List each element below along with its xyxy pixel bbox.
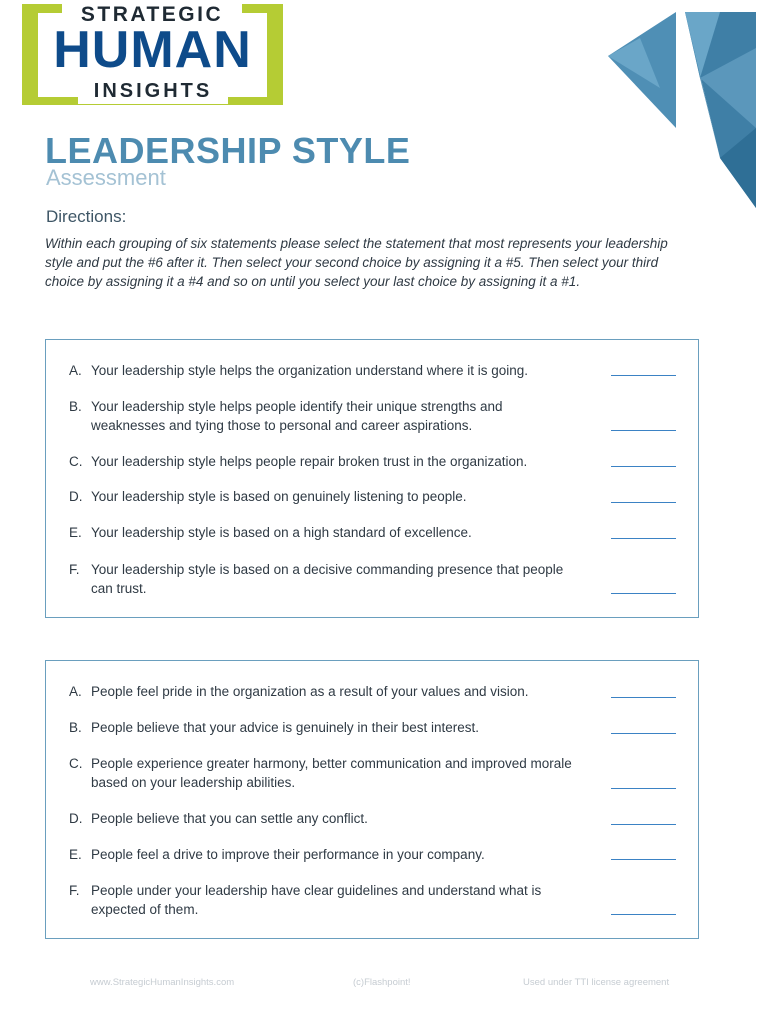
gem-decoration-icon	[600, 8, 768, 218]
page-subtitle: Assessment	[46, 165, 166, 190]
item-text: Your leadership style is based on a high standard of excellence.	[91, 525, 472, 540]
item-text: People believe that your advice is genuinely in their best interest.	[91, 720, 479, 735]
footer-website: www.StrategicHumanInsights.com	[90, 977, 235, 988]
statement-group-2	[45, 660, 699, 939]
item-letter: F.	[69, 883, 80, 898]
footer-license: Used under TTI license agreement	[523, 977, 670, 988]
statement-group-1	[45, 339, 699, 618]
rank-answer-line[interactable]	[611, 788, 676, 789]
logo-main-text: HUMAN	[53, 21, 252, 79]
logo-bottom-band	[78, 80, 228, 104]
list-item	[69, 682, 579, 701]
list-item	[69, 881, 579, 919]
item-text: Your leadership style is based on genuinely listening to people.	[91, 489, 467, 504]
item-text: People under your leadership have clear guidelines and understand what is expected of them.	[91, 883, 542, 917]
item-text: Your leadership style helps the organization understand where it is going.	[91, 363, 529, 378]
item-text: People experience greater harmony, better communication and improved morale based on your leadership abilities.	[91, 756, 572, 790]
rank-answer-line[interactable]	[611, 502, 676, 503]
rank-answer-line[interactable]	[611, 914, 676, 915]
list-item	[69, 523, 579, 542]
item-letter: C.	[69, 454, 83, 469]
list-item	[69, 809, 579, 828]
item-letter: D.	[69, 489, 83, 504]
list-item	[69, 754, 579, 792]
item-letter: B.	[69, 399, 82, 414]
item-letter: C.	[69, 756, 83, 771]
item-letter: B.	[69, 720, 82, 735]
item-letter: D.	[69, 811, 83, 826]
item-letter: F.	[69, 562, 80, 577]
logo-bottom-text: INSIGHTS	[93, 80, 213, 102]
rank-answer-line[interactable]	[611, 824, 676, 825]
footer-copyright: (c)Flashpoint!	[353, 977, 411, 988]
list-item	[69, 452, 579, 471]
rank-answer-line[interactable]	[611, 538, 676, 539]
rank-answer-line[interactable]	[611, 466, 676, 467]
list-item	[69, 361, 579, 380]
item-text: People feel pride in the organization as a result of your values and vision.	[91, 684, 529, 699]
item-letter: E.	[69, 525, 82, 540]
item-text: People believe that you can settle any conflict.	[91, 811, 368, 826]
item-text: Your leadership style helps people repair broken trust in the organization.	[91, 454, 528, 469]
item-text: Your leadership style helps people identify their unique strengths and weaknesses and tying those to personal and career aspirations.	[91, 399, 503, 433]
directions-text: Within each grouping of six statements please select the statement that most represents your leadership style and put the #6 after it. Then select your second choice by assigning it a #5. Then select your third choice by assigning it a #4 and so on until you select your last choice by assigning it a #1.	[45, 236, 668, 289]
item-text: People feel a drive to improve their performance in your company.	[91, 847, 485, 862]
page-title: LEADERSHIP STYLE	[45, 130, 411, 171]
rank-answer-line[interactable]	[611, 859, 676, 860]
list-item	[69, 560, 579, 598]
logo-top-text: STRATEGIC	[80, 3, 224, 26]
item-letter: E.	[69, 847, 82, 862]
rank-answer-line[interactable]	[611, 375, 676, 376]
item-letter: A.	[69, 363, 82, 378]
item-letter: A.	[69, 684, 82, 699]
list-item	[69, 718, 579, 737]
list-item	[69, 487, 579, 506]
rank-answer-line[interactable]	[611, 697, 676, 698]
rank-answer-line[interactable]	[611, 430, 676, 431]
item-text: Your leadership style is based on a decisive commanding presence that people can trust.	[91, 562, 564, 596]
rank-answer-line[interactable]	[611, 733, 676, 734]
company-logo	[22, 4, 283, 105]
list-item	[69, 845, 579, 864]
rank-answer-line[interactable]	[611, 593, 676, 594]
directions-heading: Directions:	[46, 207, 127, 226]
list-item	[69, 397, 579, 435]
